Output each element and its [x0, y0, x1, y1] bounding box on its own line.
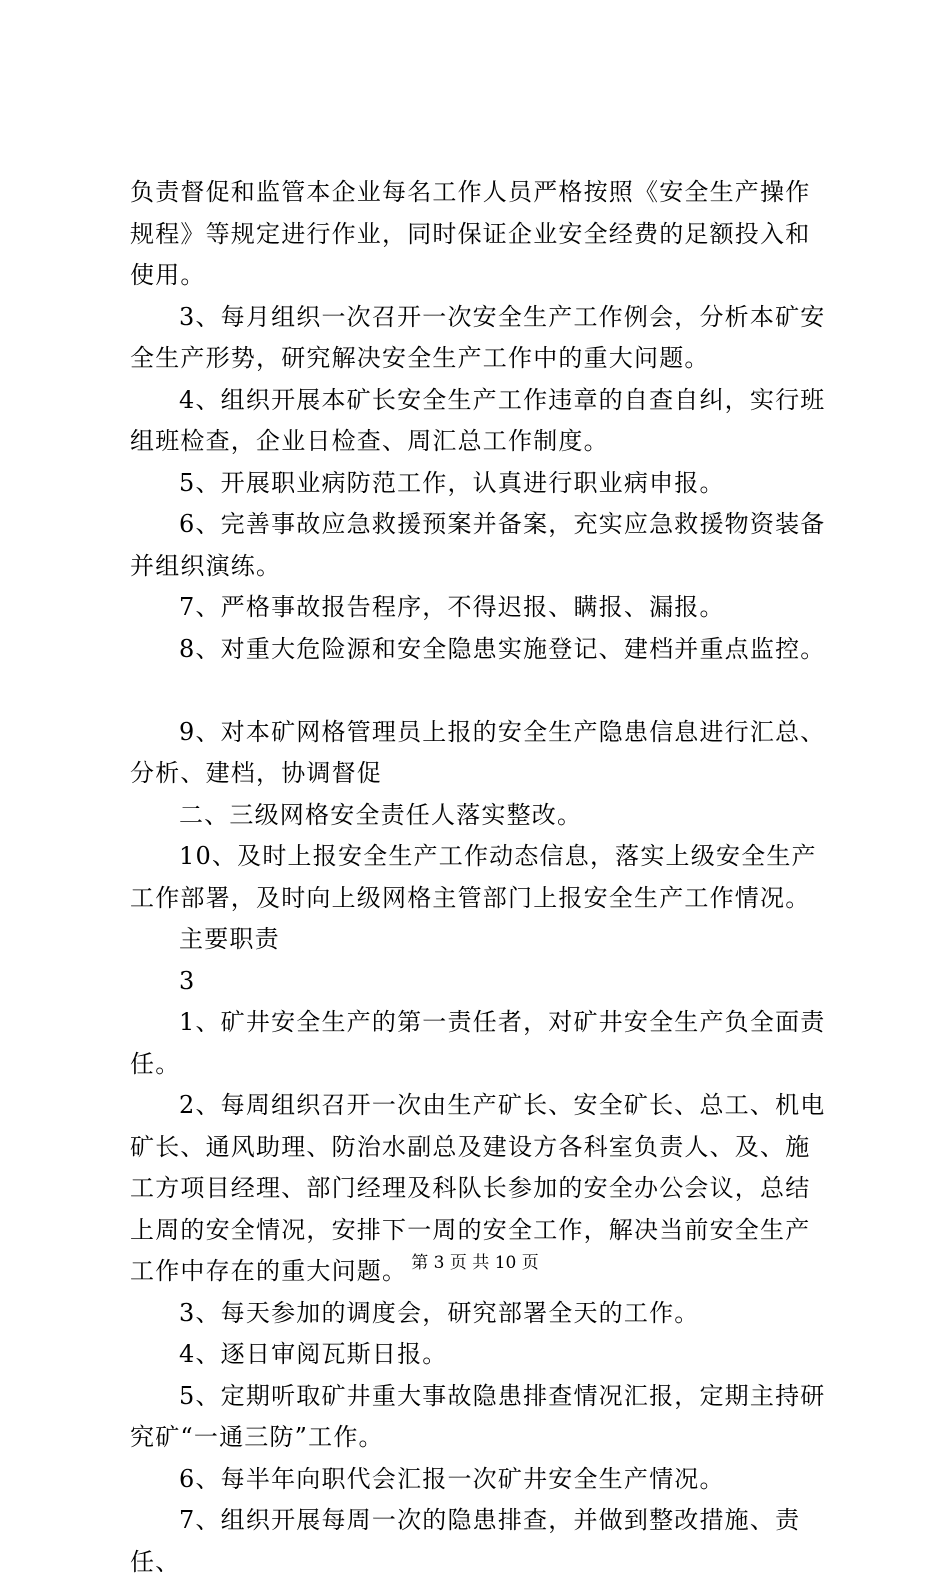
paragraph: 7、组织开展每周一次的隐患排查，并做到整改措施、责任、 — [130, 1506, 801, 1576]
paragraph: 2、每周组织召开一次由生产矿长、安全矿长、总工、机电矿长、通风助理、防治水副总及建设方各科室负责人、及、施工方项目经理、部门经理及科队长参加的安全办公会议，总结上周的安全情况，安排下一周的安全工作，解决当前安全生产工作中存在的重大问题。 — [130, 1091, 826, 1285]
paragraph: 二、三级网格安全责任人落实整改。 — [179, 800, 583, 829]
document-body — [130, 172, 835, 1583]
section-heading: 主要职责 — [179, 925, 280, 953]
paragraph: 3、每月组织一次召开一次安全生产工作例会，分析本矿安全生产形势，研究解决安全生产工作中的重大问题。 — [130, 302, 826, 372]
paragraph: 3、每天参加的调度会，研究部署全天的工作。 — [179, 1298, 700, 1327]
paragraph: 10、及时上报安全生产工作动态信息，落实上级安全生产工作部署，及时向上级网格主管部门上报安全生产工作情况。 — [130, 842, 817, 912]
paragraph: 5、开展职业病防范工作，认真进行职业病申报。 — [179, 468, 725, 497]
paragraph: 4、组织开展本矿长安全生产工作违章的自查自纠，实行班组班检查，企业日检查、周汇总工作制度。 — [130, 385, 826, 455]
page-footer: 第 3 页 共 10 页 — [411, 1253, 539, 1273]
section-number: 3 — [179, 966, 196, 995]
paragraph: 6、完善事故应急救援预案并备案，充实应急救援物资装备并组织演练。 — [130, 510, 826, 580]
paragraph: 8、对重大危险源和安全隐患实施登记、建档并重点监控。 — [179, 634, 826, 663]
paragraph: 4、逐日审阅瓦斯日报。 — [179, 1340, 448, 1368]
paragraph: 负责督促和监管本企业每名工作人员严格按照《安全生产操作规程》等规定进行作业，同时保证企业安全经费的足额投入和使用。 — [130, 178, 811, 289]
paragraph: 7、严格事故报告程序，不得迟报、瞒报、漏报。 — [179, 593, 725, 621]
paragraph: 9、对本矿网格管理员上报的安全生产隐患信息进行汇总、分析、建档，协调督促 — [130, 717, 826, 787]
paragraph: 1、矿井安全生产的第一责任者，对矿井安全生产负全面责任。 — [130, 1008, 826, 1078]
paragraph: 5、定期听取矿井重大事故隐患排查情况汇报，定期主持研究矿“一通三防”工作。 — [130, 1381, 826, 1451]
paragraph: 6、每半年向职代会汇报一次矿井安全生产情况。 — [179, 1464, 725, 1493]
blank-line — [130, 670, 835, 712]
